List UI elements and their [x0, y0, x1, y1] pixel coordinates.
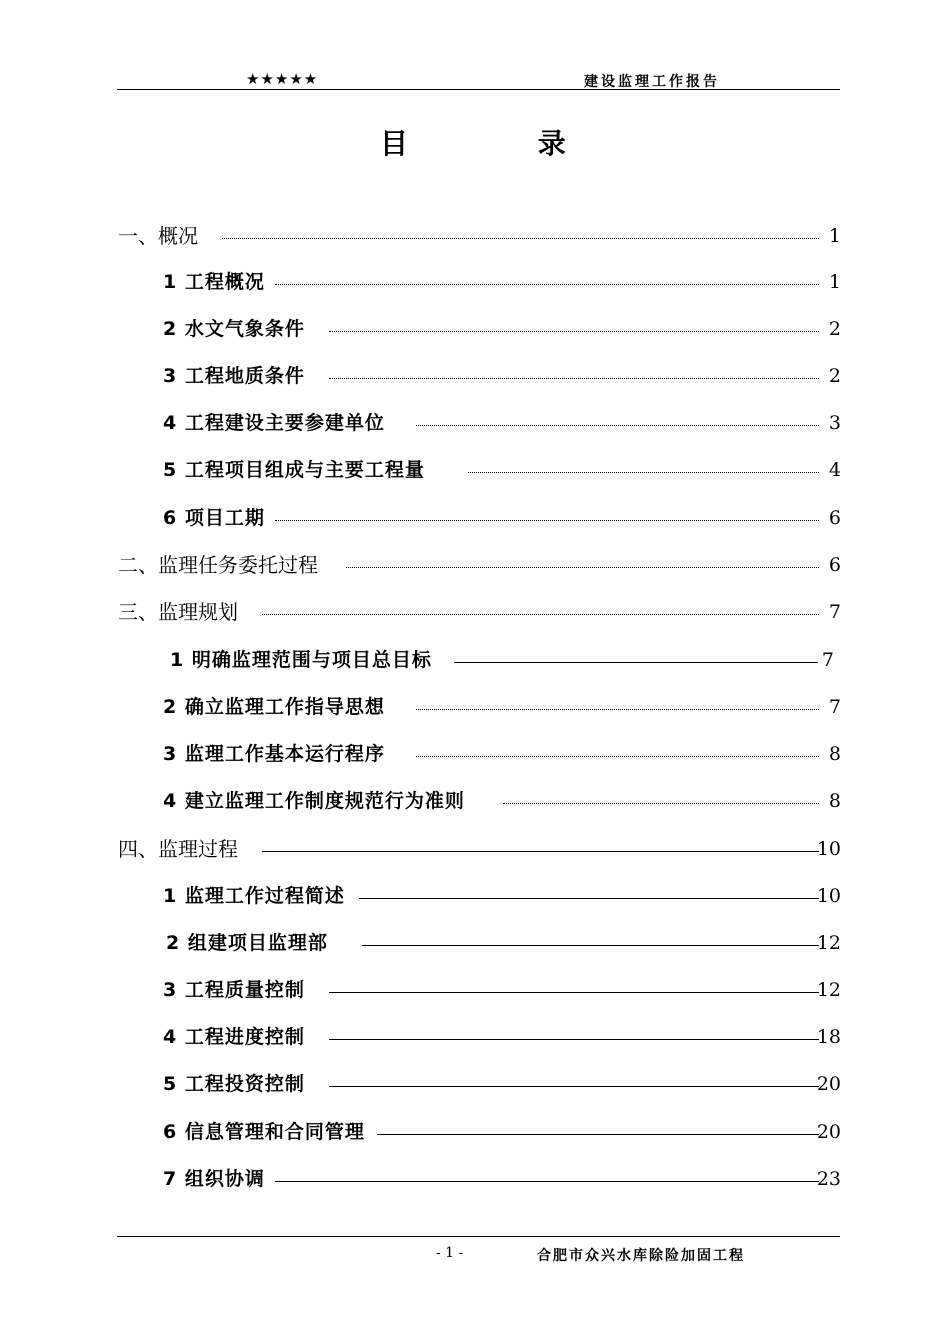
toc-entry-label: 3 监理工作基本运行程序 — [163, 739, 385, 769]
toc-entry-label: 4 工程建设主要参建单位 — [163, 408, 385, 438]
toc-entry-page: 2 — [828, 318, 841, 340]
toc-leader — [329, 1039, 819, 1040]
toc-entry[interactable] — [163, 455, 841, 485]
toc-entry-page: 20 — [816, 1073, 841, 1095]
toc-entry-page: 1 — [828, 225, 841, 247]
toc-entry-label: 1 明确监理范围与项目总目标 — [170, 645, 432, 675]
toc-leader — [222, 238, 819, 239]
toc-entry[interactable] — [118, 550, 841, 580]
toc-entry-page: 8 — [828, 743, 841, 765]
toc-leader — [262, 851, 819, 852]
toc-entry-page: 2 — [828, 365, 841, 387]
footer-page-number: - 1 - — [436, 1245, 464, 1261]
header-stars: ★★★★★ — [246, 70, 319, 88]
toc-entry[interactable] — [163, 975, 841, 1005]
toc-entry-label: 2 确立监理工作指导思想 — [163, 692, 385, 722]
toc-entry[interactable] — [163, 739, 841, 769]
toc-entry[interactable] — [118, 597, 841, 627]
toc-leader — [416, 425, 819, 426]
toc-leader — [346, 567, 819, 568]
toc-leader — [275, 284, 819, 285]
toc-entry-label: 4 建立监理工作制度规范行为准则 — [163, 786, 465, 816]
toc-leader — [329, 992, 819, 993]
toc-leader — [362, 945, 819, 946]
toc-entry-page: 10 — [816, 838, 841, 860]
toc-entry-label: 5 工程投资控制 — [163, 1069, 305, 1099]
toc-entry[interactable] — [163, 361, 841, 391]
toc-entry-label: 5 工程项目组成与主要工程量 — [163, 455, 425, 485]
toc-entry-label: 三、监理规划 — [118, 597, 238, 627]
toc-leader — [503, 803, 819, 804]
toc-entry-label: 7 组织协调 — [163, 1164, 265, 1194]
toc-leader — [329, 1086, 819, 1087]
toc-entry[interactable] — [118, 221, 841, 251]
toc-entry-label: 6 项目工期 — [163, 503, 265, 533]
toc-entry-page: 1 — [828, 271, 841, 293]
toc-entry[interactable] — [163, 1069, 841, 1099]
toc-entry-label: 二、监理任务委托过程 — [118, 550, 318, 580]
toc-leader — [359, 898, 819, 899]
toc-entry-page: 12 — [816, 932, 841, 954]
toc-entry[interactable] — [163, 314, 841, 344]
toc-leader — [275, 520, 819, 521]
toc-entry-page: 6 — [828, 554, 841, 576]
toc-entry-label: 2 水文气象条件 — [163, 314, 305, 344]
toc-entry[interactable] — [163, 1022, 841, 1052]
toc-entry-page: 6 — [828, 507, 841, 529]
toc-entry-label: 3 工程地质条件 — [163, 361, 305, 391]
toc-entry[interactable] — [163, 408, 841, 438]
toc-entry-label: 1 监理工作过程简述 — [163, 881, 345, 911]
toc-entry-label: 1 工程概况 — [163, 267, 265, 297]
footer-rule — [117, 1236, 840, 1237]
toc-entry[interactable] — [170, 645, 834, 675]
toc-entry-page: 12 — [816, 979, 841, 1001]
toc-entry-label: 6 信息管理和合同管理 — [163, 1117, 365, 1147]
toc-entry-page: 23 — [816, 1168, 841, 1190]
toc-entry[interactable] — [163, 1117, 841, 1147]
toc-entry-page: 7 — [821, 649, 834, 671]
toc-leader — [262, 614, 819, 615]
toc-leader — [416, 756, 819, 757]
toc-leader — [416, 709, 819, 710]
toc-leader — [329, 331, 819, 332]
toc-entry[interactable] — [163, 692, 841, 722]
toc-entry-page: 18 — [816, 1026, 841, 1048]
toc-entry-page: 7 — [828, 696, 841, 718]
header-title: 建设监理工作报告 — [584, 74, 720, 90]
toc-entry[interactable] — [118, 834, 841, 864]
toc-entry[interactable] — [163, 503, 841, 533]
toc-entry-page: 20 — [816, 1121, 841, 1143]
toc-entry-page: 7 — [828, 601, 841, 623]
toc-entry-label: 一、概况 — [118, 221, 198, 251]
toc-entry-page: 10 — [816, 885, 841, 907]
toc-leader — [377, 1134, 819, 1135]
toc-leader — [454, 662, 818, 663]
toc-entry[interactable] — [163, 786, 841, 816]
toc-entry[interactable] — [163, 267, 841, 297]
toc-title: 目 录 — [380, 127, 566, 160]
toc-entry[interactable] — [166, 928, 841, 958]
toc-leader — [468, 472, 819, 473]
toc-leader — [275, 1181, 819, 1182]
toc-entry-page: 8 — [828, 790, 841, 812]
toc-entry[interactable] — [163, 1164, 841, 1194]
toc-entry[interactable] — [163, 881, 841, 911]
toc-entry-label: 四、监理过程 — [118, 834, 238, 864]
toc-entry-page: 3 — [828, 412, 841, 434]
toc-entry-page: 4 — [828, 459, 841, 481]
toc-leader — [329, 378, 819, 379]
footer-project-name: 合肥市众兴水库除险加固工程 — [537, 1248, 745, 1264]
toc-entry-label: 4 工程进度控制 — [163, 1022, 305, 1052]
toc-entry-label: 2 组建项目监理部 — [166, 928, 328, 958]
toc-entry-label: 3 工程质量控制 — [163, 975, 305, 1005]
